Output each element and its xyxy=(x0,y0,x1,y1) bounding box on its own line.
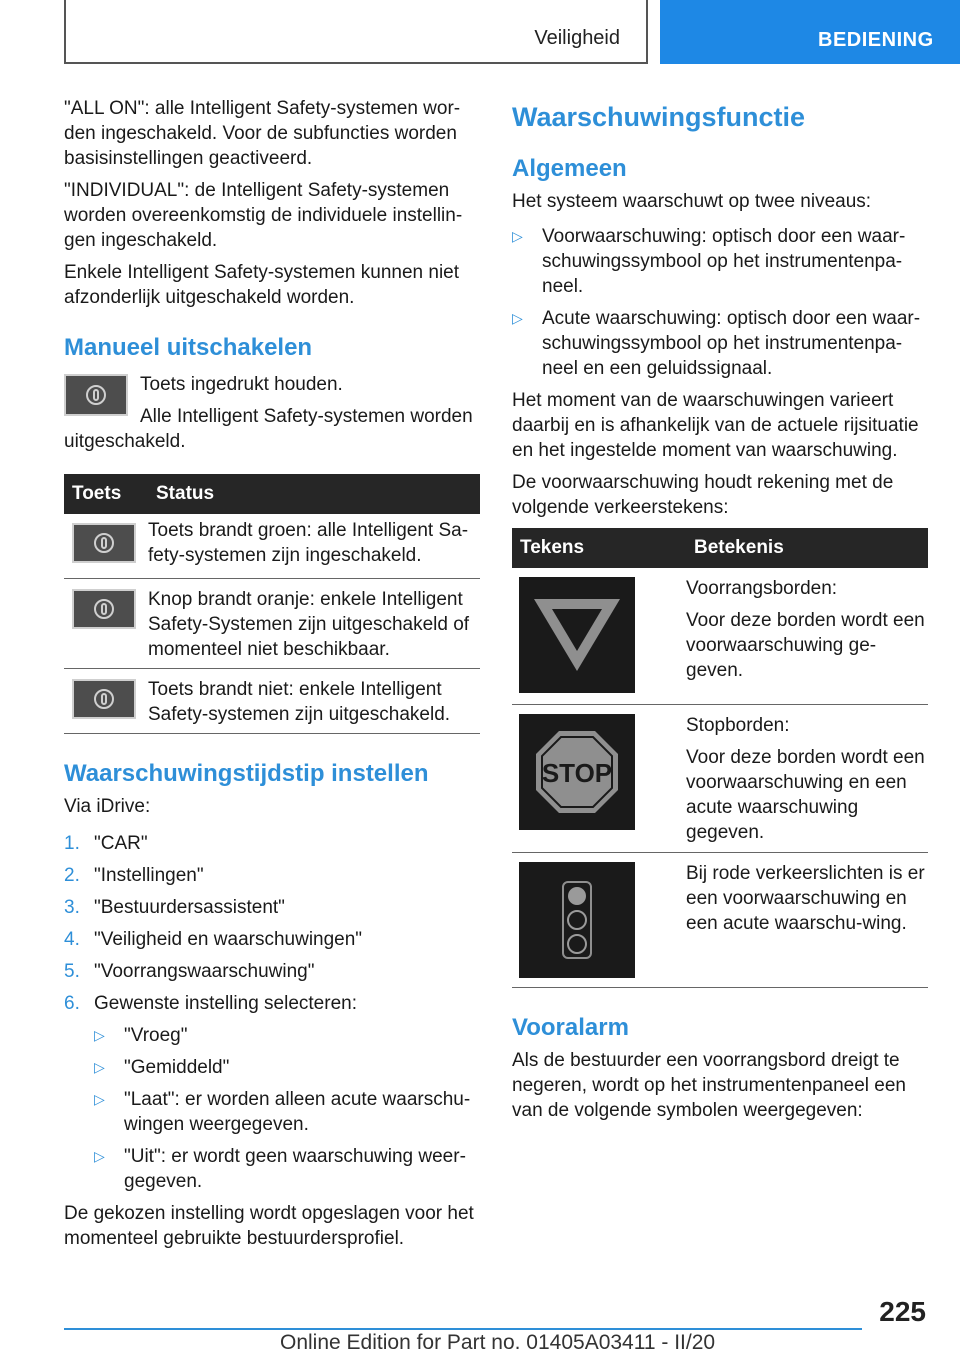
level-item: ▷ Voorwaarschuwing: optisch door een waar-schuwingssymbool op het instrumentenpa-neel. xyxy=(512,226,906,297)
sign-row-traffic-light xyxy=(512,853,928,988)
status-col-status: Status xyxy=(156,483,215,504)
manual-off-heading: Manueel uitschakelen xyxy=(64,334,313,361)
timing-note: Het moment van de waarschuwingen varieert daarbij en is afhankelijk van de actuele rijsituatie en het ingestelde moment van waarschuwing. xyxy=(512,390,919,461)
status-row-off xyxy=(64,669,480,734)
footer-rule xyxy=(64,1328,862,1330)
left-column xyxy=(64,96,480,1258)
yield-sign-icon xyxy=(532,595,622,675)
settings-steps xyxy=(64,831,480,1016)
traffic-light-image xyxy=(519,862,635,978)
timing-options xyxy=(94,1023,480,1194)
timing-heading: Waarschuwingstijdstip instellen xyxy=(64,760,429,787)
prealarm-heading: Vooralarm xyxy=(512,1014,629,1041)
manual-off-result: Alle Intelligent Safety-systemen worden uitgeschakeld. xyxy=(64,406,473,452)
safety-button-icon xyxy=(86,385,106,405)
step-item: 3. "Bestuurdersassistent" xyxy=(64,897,285,918)
signs-col-sign: Tekens xyxy=(520,537,585,558)
status-text-green: Toets brandt groen: alle Intelligent Sa-fety-systemen zijn ingeschakeld. xyxy=(148,520,469,566)
status-table-header xyxy=(64,474,480,514)
level-item: ▷ Acute waarschuwing: optisch door een waar-schuwingssymbool op het instrumentenpa-neel en een geluidssignaal. xyxy=(512,308,921,379)
option-item: ▷ "Gemiddeld" xyxy=(94,1057,230,1078)
safety-button-image xyxy=(64,374,128,416)
stop-sign-title: Stopborden: xyxy=(686,715,790,736)
closing-text: De gekozen instelling wordt opgeslagen voor het momenteel gebruikte bestuurdersprofiel. xyxy=(64,1203,474,1249)
stop-sign-label: STOP xyxy=(541,758,613,788)
prealarm-text: Als de bestuurder een voorrangsbord dreigt te negeren, wordt op het instrumentenpaneel een van de volgende symbolen weergegeven: xyxy=(512,1050,906,1121)
triangle-bullet-icon: ▷ xyxy=(512,310,523,326)
status-row-green xyxy=(64,514,480,579)
status-col-key: Toets xyxy=(72,483,122,504)
traffic-light-desc: Bij rode verkeerslichten is er een voorwaarschuwing en een acute waarschu-wing. xyxy=(686,863,925,934)
section-title: Veiligheid xyxy=(534,27,620,49)
right-column xyxy=(512,102,928,1130)
step-item: 2. "Instellingen" xyxy=(64,865,204,886)
step-item: 4. "Veiligheid en waarschuwingen" xyxy=(64,929,363,950)
edition-note: Online Edition for Part no. 01405A03411 - II/20 xyxy=(280,1331,716,1354)
manual-off-block xyxy=(64,372,480,454)
stop-sign-icon xyxy=(534,729,620,815)
signs-table-header xyxy=(512,528,928,568)
stop-sign-image xyxy=(519,714,635,830)
step-item: 1. "CAR" xyxy=(64,833,148,854)
yield-sign-title: Voorrangsborden: xyxy=(686,578,838,599)
signs-intro: De voorwaarschuwing houdt rekening met de volgende verkeerstekens: xyxy=(512,472,894,518)
chapter-title: BEDIENING xyxy=(818,29,934,51)
general-text: Het systeem waarschuwt op twee niveaus: xyxy=(512,191,872,212)
triangle-bullet-icon: ▷ xyxy=(94,1027,105,1043)
step-item: 6. Gewenste instelling selecteren: xyxy=(64,993,357,1014)
manual-off-step: Toets ingedrukt houden. xyxy=(140,374,343,395)
option-item: ▷ "Vroeg" xyxy=(94,1025,188,1046)
triangle-bullet-icon: ▷ xyxy=(94,1091,105,1107)
traffic-light-icon xyxy=(557,880,597,960)
chapter-tab xyxy=(660,0,960,64)
general-heading: Algemeen xyxy=(512,155,627,182)
signs-col-meaning: Betekenis xyxy=(694,537,784,558)
step-item: 5. "Voorrangswaarschuwing" xyxy=(64,961,315,982)
safety-button-green-icon xyxy=(72,523,136,563)
yield-sign-desc: Voor deze borden wordt een voorwaarschuwing ge-geven. xyxy=(686,610,925,681)
warning-function-title: Waarschuwingsfunctie xyxy=(512,102,806,132)
status-table xyxy=(64,474,480,734)
sign-row-yield xyxy=(512,568,928,705)
page-number: 225 xyxy=(879,1296,926,1327)
safety-button-off-icon xyxy=(72,679,136,719)
status-text-orange: Knop brandt oranje: enkele Intelligent Safety-Systemen zijn uitgeschakeld of momenteel niet beschikbaar. xyxy=(148,589,470,660)
triangle-bullet-icon: ▷ xyxy=(94,1148,105,1164)
signs-table xyxy=(512,528,928,988)
stop-sign-desc: Voor deze borden wordt een voorwaarschuwing en een acute waarschuwing gegeven. xyxy=(686,747,925,843)
option-item: ▷ "Uit": er wordt geen waarschuwing weer-gegeven. xyxy=(94,1146,466,1192)
sign-row-stop xyxy=(512,705,928,853)
safety-button-orange-icon xyxy=(72,589,136,629)
option-item: ▷ "Laat": er worden alleen acute waarschu-wingen weergegeven. xyxy=(94,1089,471,1135)
warning-levels xyxy=(512,224,928,381)
yield-sign-image xyxy=(519,577,635,693)
triangle-bullet-icon: ▷ xyxy=(94,1059,105,1075)
header-section-box xyxy=(64,0,648,64)
intro-note: Enkele Intelligent Safety-systemen kunnen niet afzonderlijk uitgeschakeld worden. xyxy=(64,262,460,308)
status-row-orange xyxy=(64,579,480,669)
status-text-off: Toets brandt niet: enkele Intelligent Safety-systemen zijn uitgeschakeld. xyxy=(148,679,451,725)
via-idrive: Via iDrive: xyxy=(64,796,151,817)
intro-all-on: "ALL ON": alle Intelligent Safety-systemen wor-den ingeschakeld. Voor de subfuncties worden basisinstellingen geactiveerd. xyxy=(64,98,461,169)
intro-individual: "INDIVIDUAL": de Intelligent Safety-systemen worden overeenkomstig de individuele instellin-gen ingeschakeld. xyxy=(64,180,463,251)
triangle-bullet-icon: ▷ xyxy=(512,228,523,244)
